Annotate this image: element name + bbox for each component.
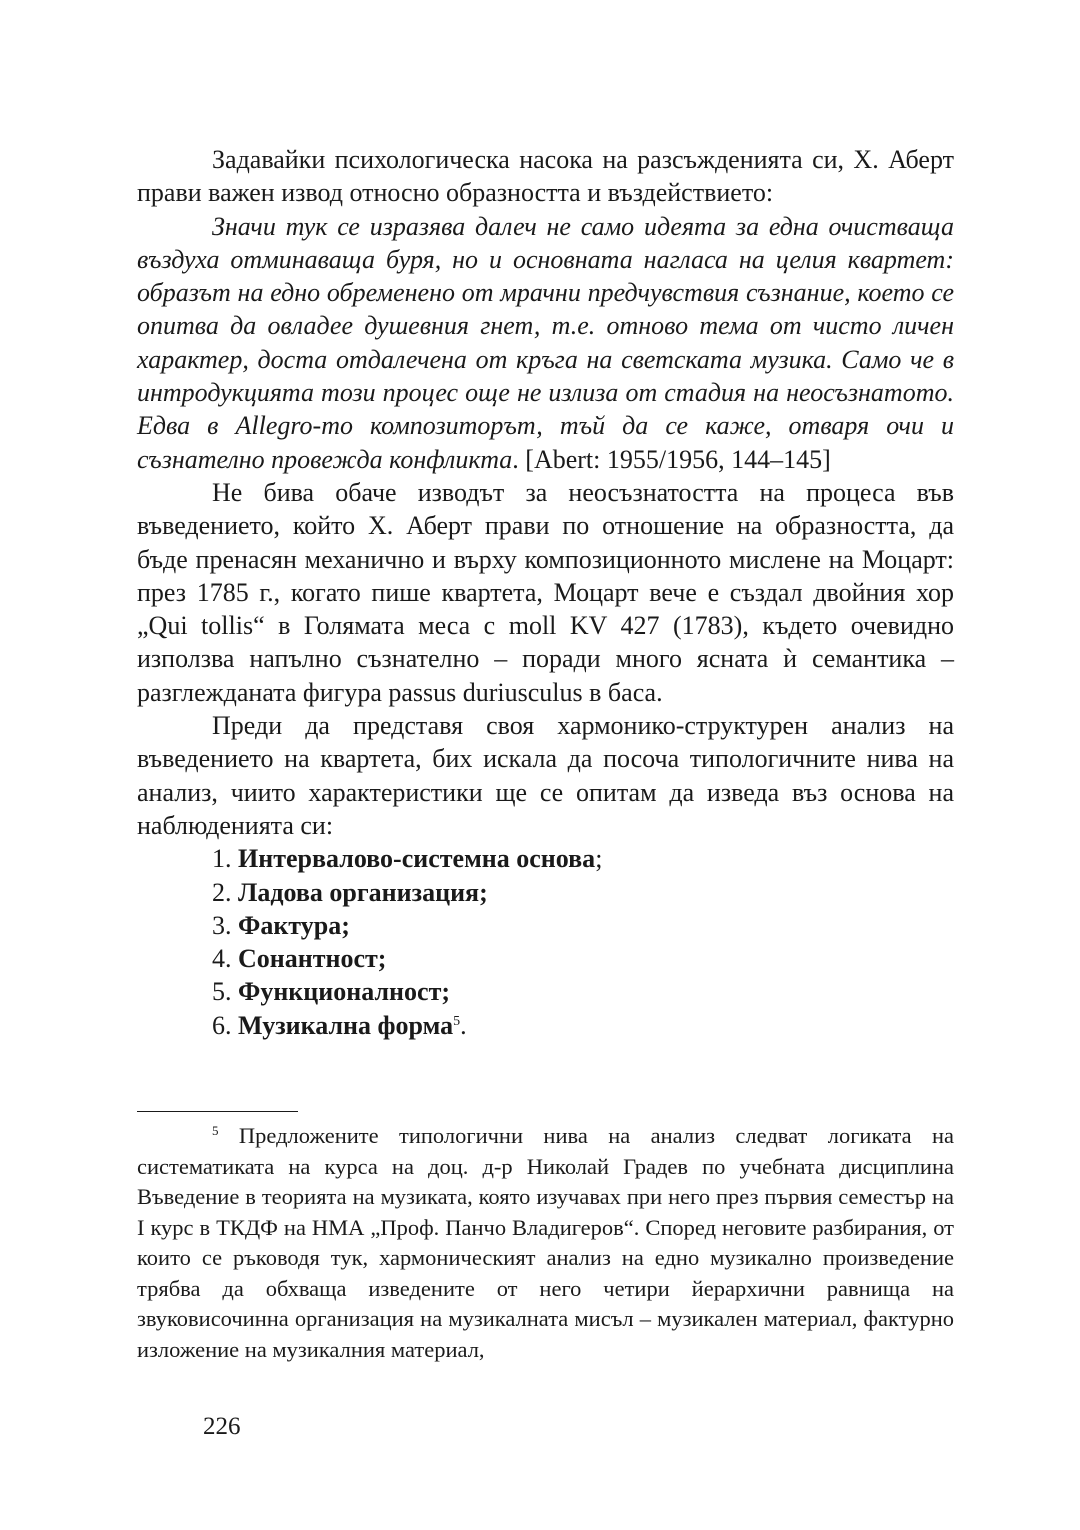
footnote-reference[interactable]: 5 [453, 1013, 461, 1029]
list-item-punctuation: ; [595, 844, 603, 874]
paragraph-analysis-levels: Преди да представя своя хармонико-структурен анализ на въведението на квартета, бих искала да посоча типологичните нива на анализ, чиито характеристики ще се опитам да изведа въз основа на наблюденията си: [137, 711, 954, 840]
list-item-number: 5. [212, 977, 238, 1007]
list-item [212, 1009, 954, 1042]
quote-citation: . [Abert: 1955/1956, 144–145] [512, 444, 831, 474]
list-item-label: Ладова организация; [238, 877, 488, 907]
list-item-number: 6. [212, 1010, 238, 1040]
paragraph-mozart: Не бива обаче изводът за неосъзнатостта на процеса във въведението, който Х. Аберт прави по отношение на образността, да бъде пренасян механично и върху композиционното мислене на Моцарт: през 1785 г., когато пише квартета, Моцарт вече е създал двойния хор „Qui tollis“ в Голямата меса c moll KV 427 (1783), където очевидно използва напълно съзнателно – поради много ясната ѝ семантика – разглежданата фигура passus duriusculus в баса. [137, 477, 954, 707]
list-item [212, 876, 954, 909]
list-item-number: 4. [212, 944, 238, 974]
list-item [212, 842, 954, 875]
footnote-separator [137, 1111, 298, 1112]
main-text [137, 143, 954, 1042]
page-number: 226 [203, 1413, 241, 1440]
list-item-label: Фактура; [238, 910, 350, 940]
analysis-levels-list [137, 842, 954, 1042]
list-item-number: 2. [212, 877, 238, 907]
list-item [212, 909, 954, 942]
footnote-text: Предложените типологични нива на анализ следват логиката на систематиката на курса на доц. д-р Николай Градев по учебната дисциплина Въведение в теорията на музиката, която изучавах при него през първия семестър на I курс в ТКДФ на НМА „Проф. Панчо Владигеров“. Според неговите разбирания, от които се ръководя тук, хармоническият анализ на едно музикално произведение трябва да обхваща изведените от него четири йерархични равнища на звуковисочинна организация на музикалната мисъл – музикален материал, фактурно изложение на музикалния материал, [137, 1123, 954, 1362]
footnote-marker: 5 [212, 1123, 219, 1138]
list-item-punctuation: . [460, 1010, 467, 1040]
list-item-label: Сонантност; [238, 944, 387, 974]
list-item-label: Функционалност; [238, 977, 450, 1007]
quote-text: Значи тук се изразява далеч не само идеята за една очистваща въздуха отминаваща буря, но и основната нагласа на целия квартет: образът на едно обременено от мрачни предчувствия съзнание, което се опитва да овладее душевния гнет, т.е. отново тема от чисто личен характер, доста отдалечена от кръга на светската музика. Само че в интродукцията този процес още не излиза от стадия на неосъзнатото. Едва в Allegro-то композиторът, тъй да се каже, отваря очи и съзнателно провежда конфликта [137, 211, 954, 474]
list-item-number: 3. [212, 910, 238, 940]
list-item-label: Интервалово-системна основа [238, 844, 596, 874]
footnote [137, 1121, 954, 1365]
block-quote [137, 210, 954, 476]
list-item [212, 975, 954, 1008]
list-item [212, 942, 954, 975]
list-item-label: Музикална форма [238, 1010, 454, 1040]
paragraph-intro: Задавайки психологическа насока на разсъжденията си, Х. Аберт прави важен извод относно образността и въздействието: [137, 145, 954, 208]
list-item-number: 1. [212, 844, 238, 874]
